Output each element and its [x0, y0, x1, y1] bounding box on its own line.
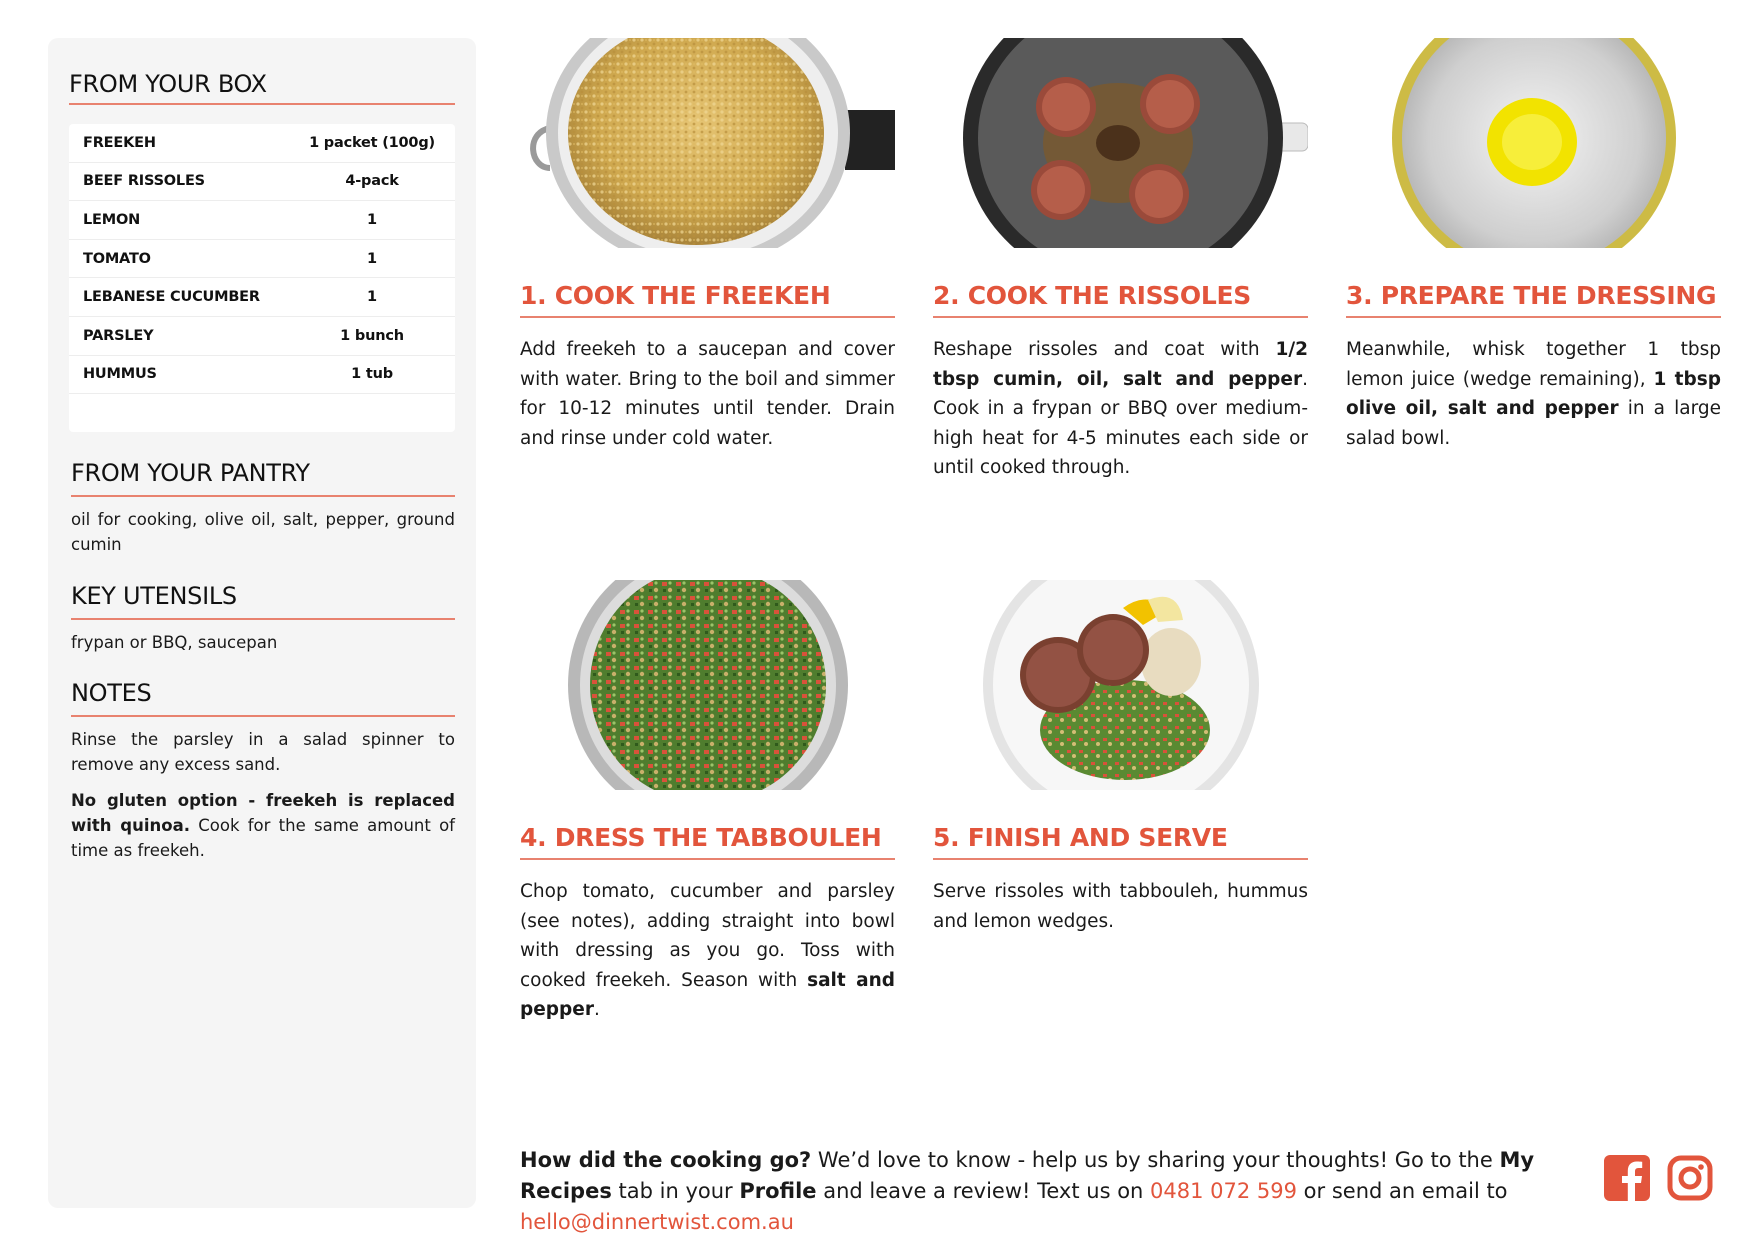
ingredient-row — [69, 163, 455, 202]
ingredient-row — [69, 201, 455, 240]
step-title: 4. DRESS THE TABBOULEH — [520, 823, 882, 852]
step-rule — [520, 858, 895, 860]
step-text-part: Chop tomato, cucumber and parsley (see notes), adding straight into bowl with dressing as you go. Toss with cooked freekeh. Season with — [520, 881, 895, 991]
my-recipes-label: My Recipes — [520, 1148, 1535, 1203]
footer-text-part: and leave a review! Text us on — [816, 1179, 1151, 1203]
heading-rule — [71, 495, 455, 497]
step-text-bold: 1/2 tbsp cumin, oil, salt and pepper — [933, 339, 1308, 390]
ingredient-qty: 1 packet (100g) — [309, 134, 435, 151]
ingredient-row — [69, 124, 455, 163]
step-text — [520, 877, 895, 1025]
step-text — [933, 335, 1308, 483]
step-2 — [933, 38, 1308, 483]
gluten-note-bold: No gluten option - freekeh is replaced with quinoa. — [71, 791, 455, 835]
footer-bold: How did the cooking go? — [520, 1148, 812, 1172]
ingredient-name: HUMMUS — [83, 366, 157, 383]
heading-rule — [69, 103, 455, 105]
step-text-bold: salt and pepper — [520, 969, 895, 1020]
gluten-note-rest: Cook for the same amount of time as freekeh. — [71, 816, 455, 860]
ingredient-name: LEBANESE CUCUMBER — [83, 289, 260, 306]
ingredient-row — [69, 240, 455, 279]
rissoles-frypan-photo — [933, 38, 1308, 248]
ingredient-name: PARSLEY — [83, 327, 154, 344]
key-utensils-heading: KEY UTENSILS — [71, 582, 237, 610]
freekeh-strainer-photo — [520, 38, 895, 248]
dressing-bowl-photo — [1346, 38, 1721, 248]
step-rule — [1346, 316, 1721, 318]
step-text-part: . — [593, 999, 600, 1020]
from-your-box-heading: FROM YOUR BOX — [69, 70, 267, 98]
ingredient-qty: 1 tub — [351, 366, 393, 383]
step-4 — [520, 580, 895, 1025]
step-title: 5. FINISH AND SERVE — [933, 823, 1228, 852]
heading-rule — [71, 715, 455, 717]
footer-text-part: or send an email to — [1297, 1179, 1508, 1203]
ingredient-qty: 4-pack — [345, 173, 399, 190]
step-text: Add freekeh to a saucepan and cover with water. Bring to the boil and simmer for 10-12 minutes until tender. Drain and rinse under cold water. — [520, 339, 895, 449]
ingredient-row — [69, 356, 455, 395]
step-title: 1. COOK THE FREEKEH — [520, 281, 831, 310]
from-your-pantry-heading: FROM YOUR PANTRY — [71, 459, 310, 487]
utensils-section — [71, 582, 455, 655]
utensils-text: frypan or BBQ, saucepan — [71, 633, 278, 652]
feedback-footer — [520, 1145, 1580, 1238]
notes-section — [71, 679, 455, 863]
tabbouleh-bowl-photo — [520, 580, 895, 790]
heading-rule — [71, 618, 455, 620]
step-title: 3. PREPARE THE DRESSING — [1346, 281, 1717, 310]
profile-label: Profile — [739, 1179, 817, 1203]
step-rule — [933, 858, 1308, 860]
step-rule — [933, 316, 1308, 318]
email-link[interactable]: hello@dinnertwist.com.au — [520, 1210, 794, 1234]
finished-plate-photo — [933, 580, 1308, 790]
step-5 — [933, 580, 1308, 936]
step-text-part: in a large salad bowl. — [1346, 398, 1721, 449]
notes-text: Rinse the parsley in a salad spinner to remove any excess sand. — [71, 730, 455, 774]
ingredient-qty: 1 — [367, 211, 377, 228]
ingredient-qty: 1 — [367, 289, 377, 306]
step-text-part: Meanwhile, whisk together 1 tbsp lemon juice (wedge remaining), — [1346, 339, 1721, 390]
step-text: Serve rissoles with tabbouleh, hummus and lemon wedges. — [933, 881, 1308, 932]
phone-link[interactable]: 0481 072 599 — [1150, 1179, 1297, 1203]
instagram-icon[interactable] — [1667, 1155, 1713, 1201]
ingredient-name: LEMON — [83, 211, 141, 228]
step-rule — [520, 316, 895, 318]
ingredient-qty: 1 — [367, 250, 377, 267]
ingredient-name: TOMATO — [83, 250, 151, 267]
ingredient-name: FREEKEH — [83, 134, 156, 151]
ingredients-sidebar — [48, 38, 476, 1208]
step-text-bold: 1 tbsp olive oil, salt and pepper — [1346, 368, 1722, 419]
ingredient-qty: 1 bunch — [340, 327, 404, 344]
step-1 — [520, 38, 895, 453]
gluten-note — [71, 788, 455, 863]
pantry-section — [71, 459, 455, 557]
ingredient-name: BEEF RISSOLES — [83, 173, 205, 190]
facebook-icon[interactable] — [1604, 1155, 1650, 1201]
ingredients-table — [69, 124, 455, 432]
pantry-text: oil for cooking, olive oil, salt, pepper, ground cumin — [71, 510, 455, 554]
step-text-part: Reshape rissoles and coat with — [933, 339, 1276, 360]
step-text-part: . Cook in a frypan or BBQ over medium-high heat for 4-5 minutes each side or until cooked through. — [933, 368, 1308, 478]
notes-heading: NOTES — [71, 679, 152, 707]
step-title: 2. COOK THE RISSOLES — [933, 281, 1251, 310]
footer-text-part: We’d love to know - help us by sharing your thoughts! Go to the — [811, 1148, 1500, 1172]
step-3 — [1346, 38, 1721, 453]
ingredient-row — [69, 278, 455, 317]
ingredient-row — [69, 317, 455, 356]
footer-text-part: tab in your — [611, 1179, 740, 1203]
step-text — [1346, 335, 1721, 453]
